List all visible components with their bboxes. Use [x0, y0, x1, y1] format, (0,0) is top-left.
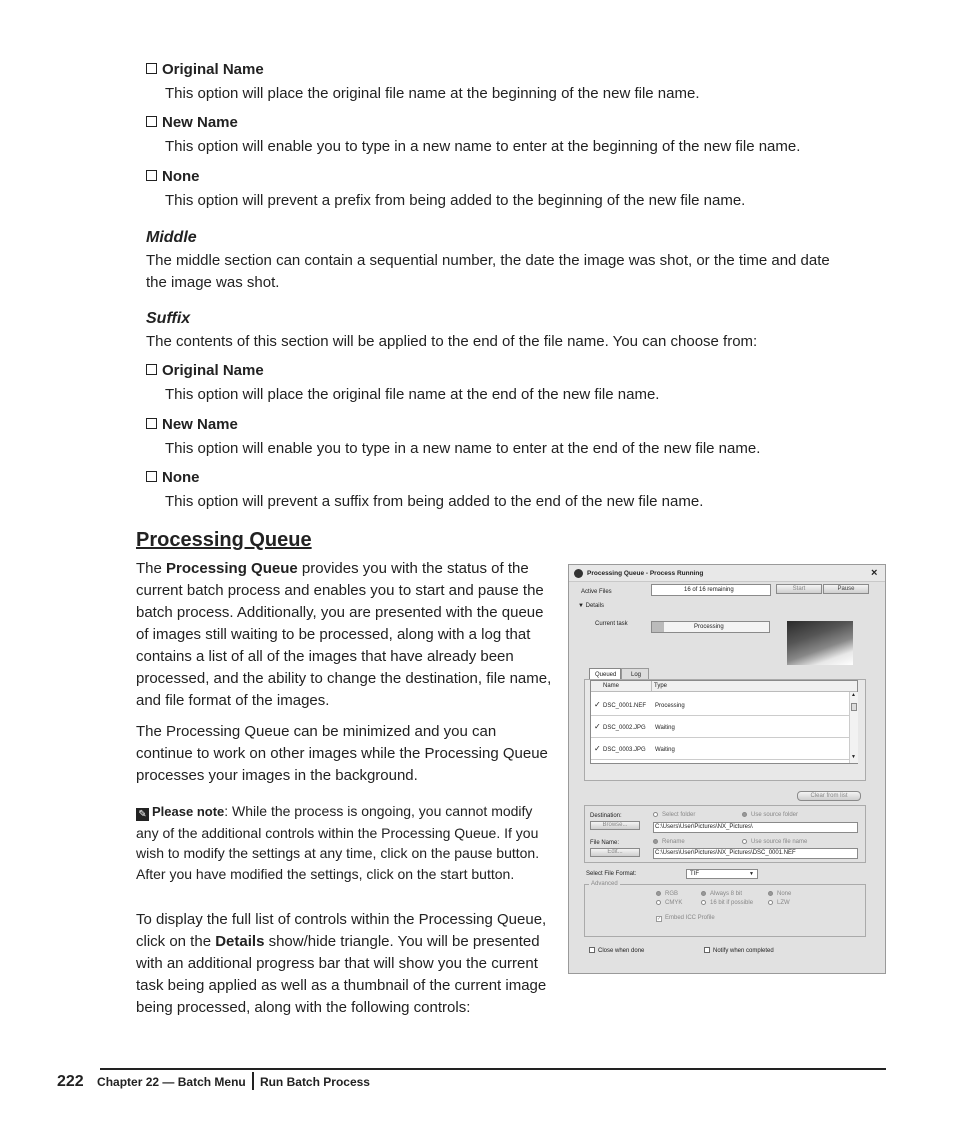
please-note: ✎ Please note: While the process is ongoing, you cannot modify any of the additional controls within the Processing Queue. If you wish to modify the settings at any time, click on the pause button. After you have modified the settings, click on the start button. — [136, 803, 540, 882]
16-bit-radio[interactable]: 16 bit if possible — [701, 900, 753, 906]
suffix-intro: The contents of this section will be applied to the end of the file name. You can choose from: — [146, 333, 758, 350]
middle-paragraph: The middle section can contain a sequential number, the date the image was shot, or the time and date the image was shot. — [146, 252, 830, 291]
suffix-option-none-desc: This option will prevent a suffix from being added to the end of the new file name. — [165, 493, 704, 510]
row-check-icon: ✓ — [594, 700, 601, 709]
close-when-done-checkbox[interactable]: Close when done — [589, 947, 644, 954]
use-source-folder-radio[interactable]: Use source folder — [742, 812, 798, 818]
scroll-down-icon[interactable]: ▼ — [851, 754, 856, 760]
row-check-icon: ✓ — [594, 744, 601, 753]
checkbox-bullet-icon — [146, 418, 157, 429]
footer-section: Run Batch Process — [259, 1075, 370, 1089]
output-settings-group — [584, 805, 866, 863]
start-button[interactable]: Start — [776, 584, 822, 594]
edit-button[interactable]: Edit... — [590, 848, 640, 857]
prefix-option-none-desc: This option will prevent a prefix from being added to the beginning of the new file name. — [165, 192, 746, 209]
always-8-bit-radio[interactable]: Always 8 bit — [701, 891, 742, 897]
column-name-header[interactable]: Name — [603, 683, 620, 689]
cmyk-radio[interactable]: CMYK — [656, 900, 682, 906]
suffix-option-original-name: Original Name — [146, 362, 264, 379]
suffix-option-new-name: New Name — [146, 416, 238, 433]
pause-button[interactable]: Pause — [823, 584, 869, 594]
prefix-option-new-name: New Name — [146, 114, 238, 131]
row-check-icon: ✓ — [594, 722, 601, 731]
file-format-label: Select File Format: — [586, 871, 637, 877]
dialog-title: Processing Queue - Process Running — [587, 570, 704, 577]
tab-log[interactable]: Log — [621, 668, 649, 679]
prefix-option-new-name-desc: This option will enable you to type in a new name to enter at the beginning of the new file name. — [165, 138, 801, 155]
processing-queue-paragraph-3: To display the full list of controls within the Processing Queue, click on the Details show/hide triangle. You will be presented with an additional progress bar that will show you the current task being applied as well as a thumbnail of the current image being processed, along with the following controls: — [136, 911, 547, 1016]
table-row[interactable]: ✓ DSC_0001.NEF Processing — [591, 695, 849, 716]
file-path-field[interactable]: C:\Users\User\Pictures\NX_Pictures\DSC_0001.NEF — [653, 848, 858, 859]
rgb-radio[interactable]: RGB — [656, 891, 678, 897]
checkbox-bullet-icon — [146, 364, 157, 375]
advanced-group — [584, 881, 866, 937]
checkbox-bullet-icon — [146, 116, 157, 127]
triangle-down-icon: ▼ — [578, 603, 586, 609]
close-icon[interactable]: × — [871, 567, 878, 579]
processing-queue-dialog — [568, 564, 886, 974]
browse-button[interactable]: Browse... — [590, 821, 640, 830]
active-files-field: 16 of 16 remaining — [651, 584, 771, 596]
app-logo-icon — [574, 569, 583, 578]
page-footer — [57, 1072, 370, 1091]
column-type-header[interactable]: Type — [654, 683, 668, 689]
select-folder-radio[interactable]: Select folder — [653, 812, 695, 818]
note-pencil-icon: ✎ — [136, 808, 149, 821]
clear-from-list-button[interactable]: Clear from list — [797, 791, 861, 801]
checkbox-bullet-icon — [146, 63, 157, 74]
column-divider — [651, 681, 652, 691]
processing-queue-paragraph-2: The Processing Queue can be minimized and you can continue to work on other images while the Processing Queue processes your images in the background. — [136, 723, 548, 784]
checkbox-bullet-icon — [146, 170, 157, 181]
none-radio[interactable]: None — [768, 891, 791, 897]
processing-queue-paragraph-1: The Processing Queue provides you with the status of the current batch process and enables you to start and pause the batch process. Additionally, you are presented with the queue of images still waiting to be processed, along with a log that contains a list of all of the images that have already been processed, and the ability to change the destination, file name, and file format of the images. — [136, 560, 552, 709]
rename-radio[interactable]: Rename — [653, 839, 685, 845]
footer-rule — [100, 1068, 886, 1070]
chevron-down-icon: ▼ — [749, 871, 754, 877]
page-number: 222 — [57, 1073, 84, 1090]
queue-header — [591, 681, 857, 692]
scroll-up-icon[interactable]: ▲ — [851, 692, 856, 698]
processing-queue-heading: Processing Queue — [136, 529, 312, 551]
footer-chapter: Chapter 22 — Batch Menu — [97, 1075, 246, 1089]
destination-label: Destination: — [590, 813, 622, 819]
table-row[interactable]: ✓ DSC_0002.JPG Waiting — [591, 717, 849, 738]
advanced-label: Advanced — [591, 881, 618, 887]
active-files-label: Active Files — [581, 589, 612, 595]
suffix-option-original-name-desc: This option will place the original file name at the end of the new file name. — [165, 386, 660, 403]
scroll-thumb[interactable] — [851, 703, 857, 711]
tab-queued[interactable]: Queued — [589, 668, 621, 680]
file-name-label: File Name: — [590, 840, 620, 846]
current-task-label: Current task — [595, 621, 628, 627]
current-task-progress: Processing — [651, 621, 770, 633]
destination-path-field[interactable]: C:\Users\User\Pictures\NX_Pictures\ — [653, 822, 858, 833]
prefix-option-original-name: Original Name — [146, 61, 264, 78]
table-row[interactable]: ✓ DSC_0003.JPG Waiting — [591, 739, 849, 760]
prefix-option-none: None — [146, 168, 200, 185]
notify-when-completed-checkbox[interactable]: Notify when completed — [704, 947, 774, 954]
lzw-radio[interactable]: LZW — [768, 900, 790, 906]
use-source-file-name-radio[interactable]: Use source file name — [742, 839, 807, 845]
middle-heading: Middle — [146, 229, 197, 246]
footer-separator — [252, 1072, 254, 1090]
embed-icc-checkbox[interactable]: ✓ Embed ICC Profile — [657, 915, 715, 922]
image-thumbnail — [787, 621, 853, 665]
prefix-option-original-name-desc: This option will place the original file name at the beginning of the new file name. — [165, 85, 700, 102]
file-format-select[interactable]: TIF ▼ — [686, 869, 758, 879]
queue-scrollbar[interactable] — [849, 692, 858, 763]
checkbox-bullet-icon — [146, 471, 157, 482]
details-toggle[interactable]: ▼ Details — [578, 603, 604, 609]
queue-panel — [584, 679, 866, 781]
progress-fill — [652, 622, 664, 632]
queue-list — [590, 680, 858, 764]
suffix-option-none: None — [146, 469, 200, 486]
suffix-option-new-name-desc: This option will enable you to type in a new name to enter at the end of the new file name. — [165, 440, 761, 457]
suffix-heading: Suffix — [146, 310, 191, 327]
dialog-title-bar — [569, 565, 885, 582]
